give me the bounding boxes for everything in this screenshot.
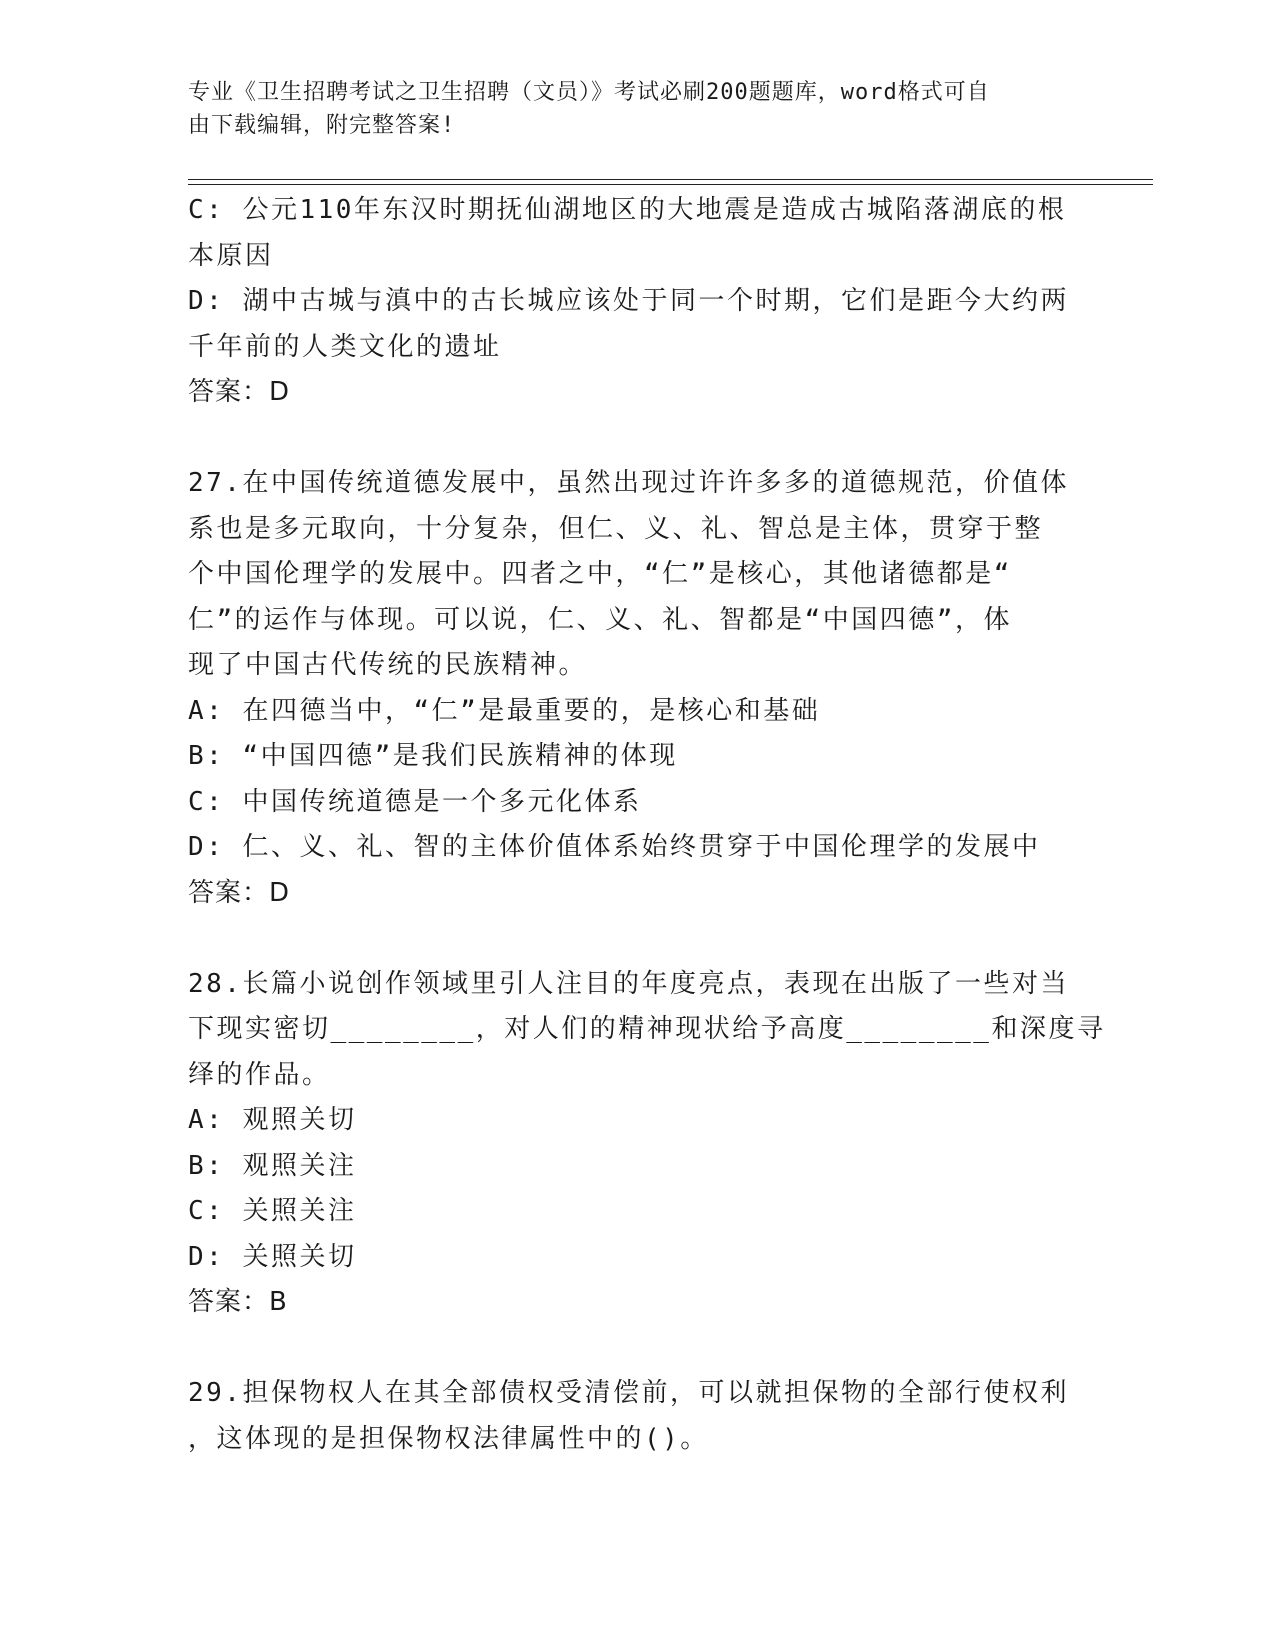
question-28: [188, 962, 1106, 1326]
question-stem-line: ，这体现的是担保物权法律属性中的()。: [188, 1423, 709, 1454]
question-27: [188, 461, 1088, 916]
option-d: D: 关照关切: [188, 1241, 357, 1272]
option-c: C: 中国传统道德是一个多元化体系: [188, 786, 642, 817]
question-stem-line: 仁”的运作与体现。可以说，仁、义、礼、智都是“中国四德”，体: [188, 604, 1012, 635]
option-b: B: “中国四德”是我们民族精神的体现: [188, 741, 678, 771]
header-line-1: 专业《卫生招聘考试之卫生招聘（文员）》考试必刷200题题库，word格式可自: [188, 80, 990, 105]
question-stem-line: 下现实密切________，对人们的精神现状给予高度________和深度寻: [188, 1014, 1106, 1044]
question-stem-line: 29.担保物权人在其全部债权受清偿前，可以就担保物的全部行使权利: [188, 1378, 1069, 1408]
header-divider-bottom: [188, 184, 1153, 185]
option-d-line-1: D: 湖中古城与滇中的古长城应该处于同一个时期，它们是距今大约两: [188, 286, 1069, 316]
answer-line: 答案：B: [188, 1287, 288, 1317]
question-stem-line: 现了中国古代传统的民族精神。: [188, 650, 588, 680]
option-c-line-1: C: 公元110年东汉时期抚仙湖地区的大地震是造成古城陷落湖底的根: [188, 195, 1067, 225]
option-a: A: 观照关切: [188, 1105, 357, 1135]
option-d: D: 仁、义、礼、智的主体价值体系始终贯穿于中国伦理学的发展中: [188, 832, 1041, 862]
option-c-line-2: 本原因: [188, 240, 274, 271]
header-line-2: 由下载编辑，附完整答案!: [188, 113, 456, 138]
option-b: B: 观照关注: [188, 1150, 357, 1181]
page-header: [188, 76, 1068, 142]
question-body: [188, 188, 1106, 1462]
question-stem-line: 系也是多元取向，十分复杂，但仁、义、礼、智总是主体，贯穿于整: [188, 513, 1044, 544]
question-stem-line: 28.长篇小说创作领域里引人注目的年度亮点，表现在出版了一些对当: [188, 968, 1069, 999]
question-29: [188, 1371, 1088, 1462]
question-stem-line: 个中国伦理学的发展中。四者之中，“仁”是核心，其他诸德都是“: [188, 559, 1012, 589]
spacer: [188, 916, 1088, 962]
header-divider-top: [188, 179, 1153, 180]
spacer: [188, 1326, 1088, 1372]
spacer: [188, 416, 1088, 462]
option-a: A: 在四德当中，“仁”是最重要的，是核心和基础: [188, 695, 821, 726]
answer-line: 答案：D: [188, 877, 291, 908]
question-stem-line: 绎的作品。: [188, 1059, 331, 1090]
answer-line: 答案：D: [188, 377, 291, 407]
prev-question-block: [188, 188, 1088, 416]
option-c: C: 关照关注: [188, 1196, 357, 1226]
option-d-line-2: 千年前的人类文化的遗址: [188, 331, 502, 362]
question-stem-line: 27.在中国传统道德发展中，虽然出现过许许多多的道德规范，价值体: [188, 468, 1069, 498]
